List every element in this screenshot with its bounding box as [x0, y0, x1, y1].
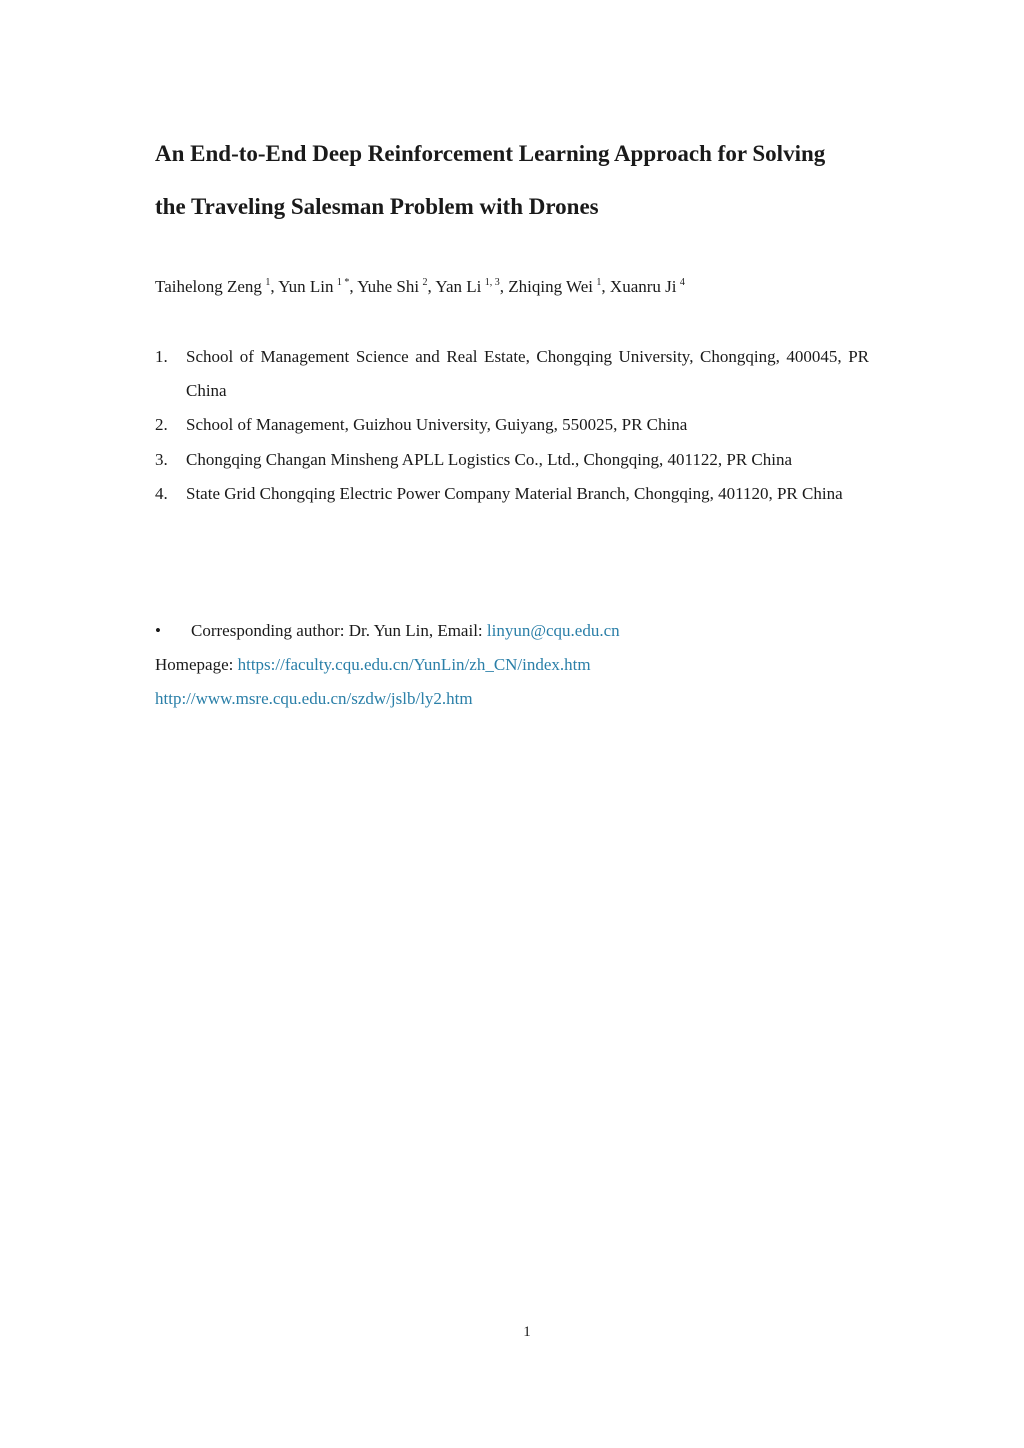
author-name: Taihelong Zeng: [155, 277, 262, 296]
affiliation-number: 3.: [155, 450, 168, 469]
author-affiliation-mark: 1: [596, 277, 602, 288]
homepage-line: [155, 655, 591, 675]
author-list: [155, 277, 685, 297]
author-affiliation-mark: 1 *: [336, 277, 350, 288]
homepage-link-2[interactable]: http://www.msre.cqu.edu.cn/szdw/jslb/ly2.htm: [155, 689, 473, 708]
affiliation-item: [155, 408, 869, 442]
author-separator: ,: [499, 277, 509, 296]
homepage-link-1[interactable]: https://faculty.cqu.edu.cn/YunLin/zh_CN/index.htm: [237, 655, 591, 674]
author-name: Yan Li: [435, 277, 482, 296]
author-name: Xuanru Ji: [609, 277, 677, 296]
author-separator: ,: [427, 277, 436, 296]
affiliation-text: State Grid Chongqing Electric Power Company Material Branch, Chongqing, 401120, PR China: [186, 484, 843, 503]
email-link[interactable]: linyun@cqu.edu.cn: [486, 621, 620, 640]
author-name: Zhiqing Wei: [508, 277, 594, 296]
homepage-line-2: [155, 689, 473, 709]
author-name: Yun Lin: [278, 277, 334, 296]
page-number: 1: [523, 1324, 531, 1340]
affiliation-text: School of Management, Guizhou University, Guiyang, 550025, PR China: [186, 415, 688, 434]
homepage-label: Homepage:: [155, 655, 238, 674]
author-affiliation-mark: 1, 3: [484, 277, 500, 288]
affiliation-number: 2.: [155, 415, 168, 434]
affiliation-item: [155, 477, 869, 511]
bullet-icon: •: [155, 621, 161, 640]
affiliation-item: [155, 340, 869, 408]
author-affiliation-mark: 2: [422, 277, 428, 288]
paper-title-line-2: the Traveling Salesman Problem with Drones: [155, 194, 599, 219]
affiliation-text: Chongqing Changan Minsheng APLL Logistics Co., Ltd., Chongqing, 401122, PR China: [186, 450, 793, 469]
author-name: Yuhe Shi: [357, 277, 420, 296]
author-affiliation-mark: 4: [679, 277, 685, 288]
paper-title-line-1: An End-to-End Deep Reinforcement Learning Approach for Solving: [155, 141, 826, 166]
affiliation-item: [155, 443, 869, 477]
affiliation-number: 1.: [155, 347, 168, 366]
corresponding-label: Corresponding author: Dr. Yun Lin, Email:: [191, 621, 487, 640]
affiliation-number: 4.: [155, 484, 168, 503]
corresponding-author: [155, 621, 620, 641]
author-affiliation-mark: 1: [265, 277, 271, 288]
author-separator: ,: [270, 277, 279, 296]
affiliation-text: School of Management Science and Real Estate, Chongqing University, Chongqing, 400045, PR China: [186, 347, 869, 400]
author-separator: ,: [349, 277, 358, 296]
author-separator: ,: [601, 277, 610, 296]
